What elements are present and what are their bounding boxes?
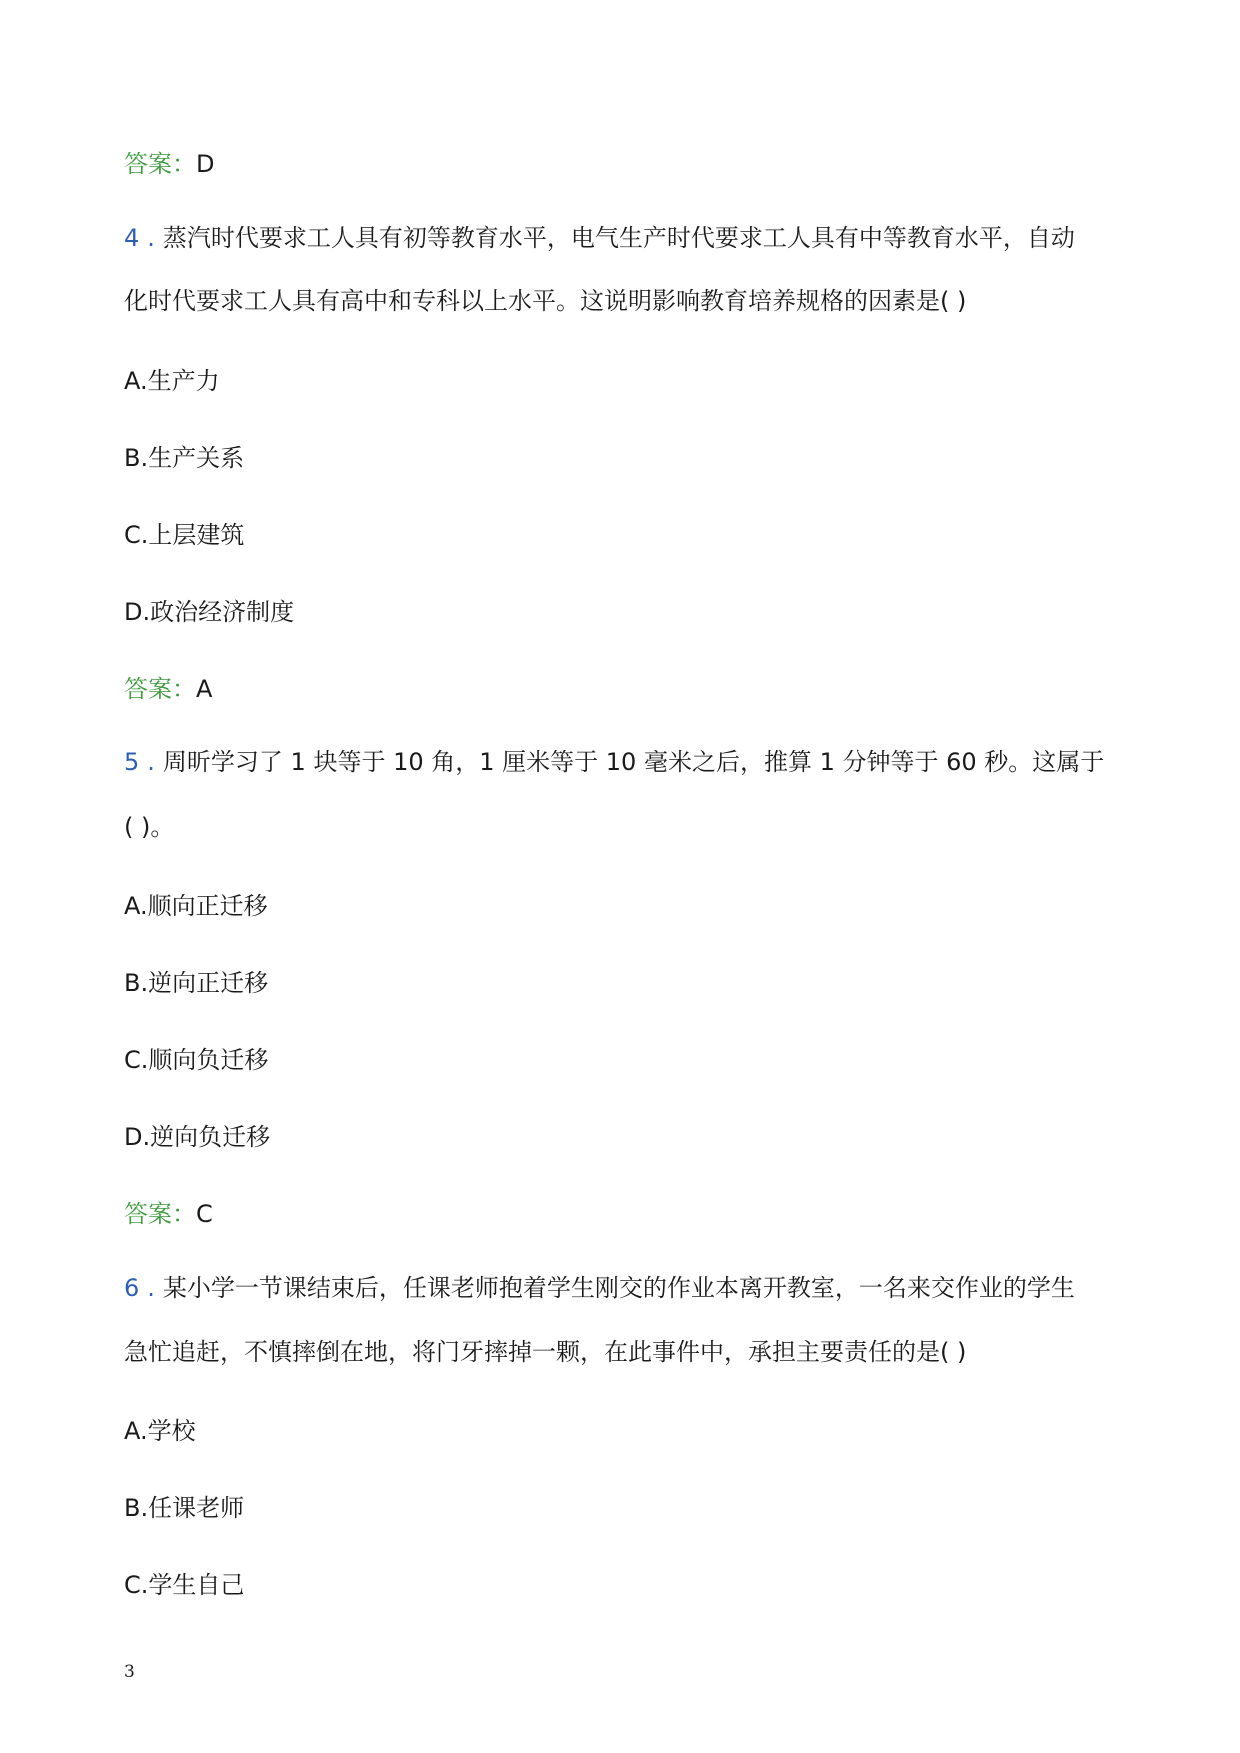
question-6-line-1 [124, 1272, 1124, 1304]
answer-label: 答案： [124, 675, 196, 703]
question-number: 4 [124, 224, 140, 252]
answer-q4 [124, 673, 1124, 705]
question-5-option-b: B.逆向正迁移 [124, 969, 269, 997]
page-number: 3 [124, 1662, 135, 1682]
question-5-option-a: A.顺向正迁移 [124, 892, 268, 920]
question-4-option-d: D.政治经济制度 [124, 598, 295, 626]
question-5-line-1 [124, 746, 1124, 778]
question-number: 6 [124, 1274, 140, 1302]
question-text: 某小学一节课结束后，任课老师抱着学生刚交的作业本离开教室，一名来交作业的学生 [162, 1274, 1075, 1302]
answer-label: 答案： [124, 150, 196, 178]
question-number: 5 [124, 748, 140, 776]
question-separator: . [147, 748, 155, 776]
answer-q5 [124, 1198, 1124, 1230]
answer-value: D [196, 150, 215, 178]
question-6-line-2: 急忙追赶，不慎摔倒在地，将门牙摔掉一颗，在此事件中，承担主要责任的是( ) [124, 1338, 967, 1366]
question-5-option-d: D.逆向负迁移 [124, 1123, 271, 1151]
question-text: 蒸汽时代要求工人具有初等教育水平，电气生产时代要求工人具有中等教育水平，自动 [162, 224, 1075, 252]
answer-value: C [196, 1200, 213, 1228]
question-separator: . [147, 1274, 155, 1302]
question-6-option-a: A.学校 [124, 1417, 196, 1445]
question-4-option-a: A.生产力 [124, 367, 220, 395]
question-5-option-c: C.顺向负迁移 [124, 1046, 269, 1074]
question-5-line-2: ( )。 [124, 813, 175, 841]
question-text: 周昕学习了 1 块等于 10 角，1 厘米等于 10 毫米之后，推算 1 分钟等于 60 秒。这属于 [162, 748, 1105, 776]
question-6-option-b: B.任课老师 [124, 1494, 245, 1522]
answer-value: A [196, 675, 213, 703]
question-4-option-b: B.生产关系 [124, 444, 245, 472]
question-4-line-1 [124, 222, 1124, 254]
question-4-line-2: 化时代要求工人具有高中和专科以上水平。这说明影响教育培养规格的因素是( ) [124, 287, 967, 315]
question-6-option-c: C.学生自己 [124, 1571, 245, 1599]
answer-prev [124, 148, 1124, 180]
question-4-option-c: C.上层建筑 [124, 521, 245, 549]
question-separator: . [147, 224, 155, 252]
answer-label: 答案： [124, 1200, 196, 1228]
